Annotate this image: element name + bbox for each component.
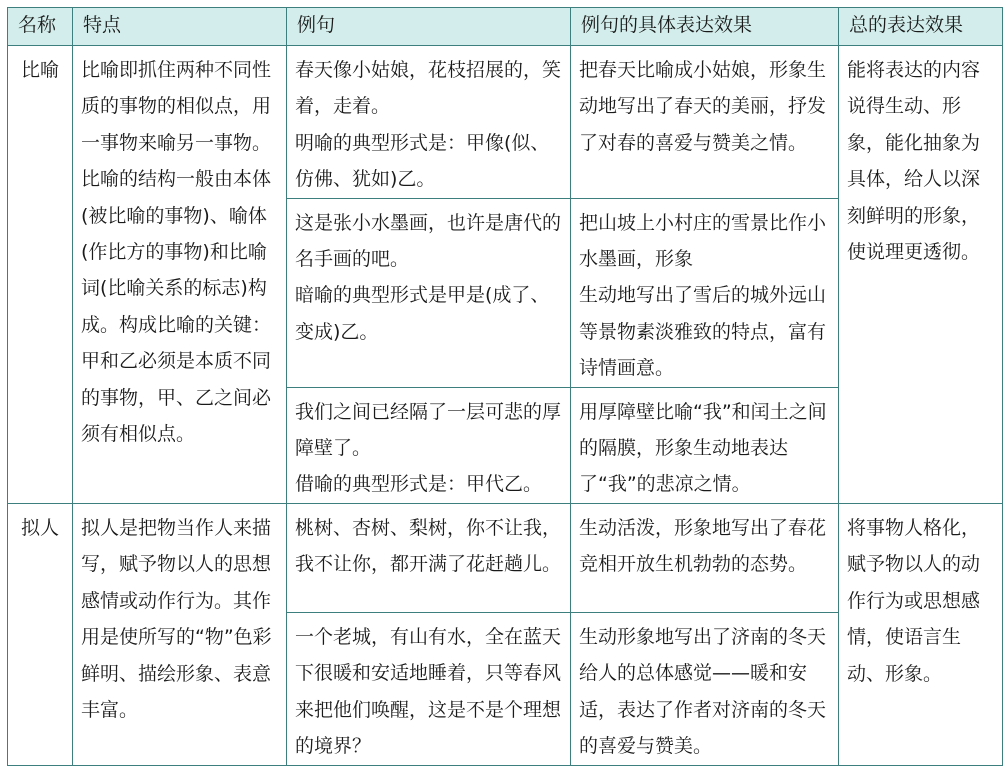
example-effect-continued: 生动地写出了雪后的城外远山等景物素淡雅致的特点，富有诗情画意。 [579, 284, 827, 380]
device-name: 拟人 [8, 503, 73, 765]
example-effect: 生动活泼，形象地写出了春花竞相开放生机勃勃的态势。 [571, 503, 839, 612]
header-feature: 特点 [73, 8, 287, 46]
example-form: 暗喻的典型形式是甲是(成了、变成)乙。 [295, 284, 550, 343]
example-effect: 生动形象地写出了济南的冬天给人的总体感觉——暖和安适，表达了作者对济南的冬天的喜爱与赞美。 [571, 612, 839, 765]
device-feature: 比喻即抓住两种不同性质的事物的相似点，用一事物来喻另一事物。比喻的结构一般由本体(被比喻的事物)、喻体(作比方的事物)和比喻词(比喻关系的标志)构成。构成比喻的关键：甲和乙必须是本质不同的事物，甲、乙之间必须有相似点。 [73, 46, 287, 504]
overall-effect: 将事物人格化，赋予物以人的动作行为或思想感情，使语言生动、形象。 [839, 503, 1003, 765]
example-cell [287, 387, 571, 503]
device-feature: 拟人是把物当作人来描写，赋予物以人的思想感情或动作行为。其作用是使所写的“物”色彩鲜明、描绘形象、表意丰富。 [73, 503, 287, 765]
example-form: 明喻的典型形式是：甲像(似、仿佛、犹如)乙。 [295, 131, 550, 191]
header-example: 例句 [287, 8, 571, 46]
header-row [8, 8, 1003, 46]
example-effect: 把春天比喻成小姑娘，形象生动地写出了春天的美丽，抒发了对春的喜爱与赞美之情。 [571, 46, 839, 199]
example-effect: 把山坡上小村庄的雪景比作小水墨画，形象 [579, 211, 827, 271]
example-effect: 用厚障壁比喻“我”和闰土之间的隔膜，形象生动地表达了“我”的悲凉之情。 [571, 387, 839, 503]
example-cell [287, 46, 571, 199]
header-example-effect: 例句的具体表达效果 [571, 8, 839, 46]
example-cell [287, 198, 571, 387]
example-form: 借喻的典型形式是：甲代乙。 [295, 473, 543, 496]
rhetoric-table [7, 7, 1003, 766]
overall-effect: 能将表达的内容说得生动、形象，能化抽象为具体，给人以深刻鲜明的形象，使说理更透彻。 [839, 46, 1003, 504]
rhetoric-table-sheet [7, 7, 1002, 766]
example-sentence: 春天像小姑娘，花枝招展的，笑着，走着。 [295, 59, 562, 118]
example-effect-cell [571, 198, 839, 387]
table-row [8, 503, 1003, 612]
header-overall-effect: 总的表达效果 [839, 8, 1003, 46]
header-name: 名称 [8, 8, 73, 46]
device-name: 比喻 [8, 46, 73, 504]
example-sentence: 这是张小水墨画，也许是唐代的名手画的吧。 [295, 211, 562, 271]
example-sentence: 我们之间已经隔了一层可悲的厚障壁了。 [295, 400, 562, 460]
example-sentence: 一个老城，有山有水，全在蓝天下很暖和安适地睡着，只等春风来把他们唤醒，这是不是个理想的境界？ [287, 612, 571, 765]
example-sentence: 桃树、杏树、梨树，你不让我，我不让你，都开满了花赶趟儿。 [287, 503, 571, 612]
table-row [8, 46, 1003, 199]
